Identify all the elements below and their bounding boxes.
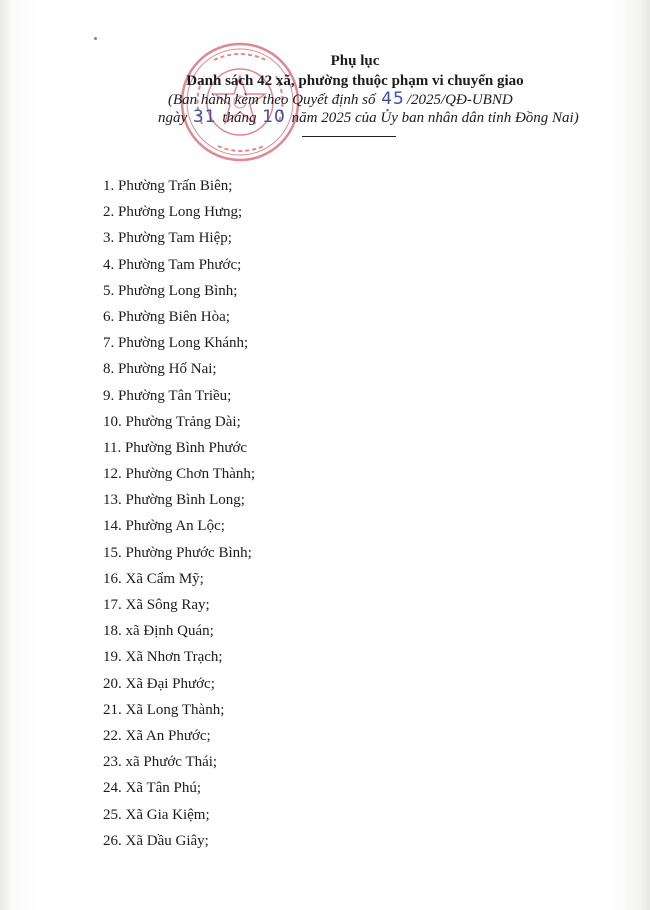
list-item: 24. Xã Tân Phú; xyxy=(103,780,202,797)
list-item: 26. Xã Dầu Giây; xyxy=(103,832,209,849)
list-item: 10. Phường Trảng Dài; xyxy=(103,413,241,430)
list-item: 20. Xã Đại Phước; xyxy=(103,675,215,692)
list-item: 3. Phường Tam Hiệp; xyxy=(103,230,232,247)
decree-line-1 xyxy=(168,89,513,109)
commune-ward-list xyxy=(103,173,255,854)
list-item: 6. Phường Biên Hòa; xyxy=(103,308,230,325)
page-subtitle: Danh sách 42 xã, phường thuộc phạm vi chuyển giao xyxy=(186,73,524,89)
list-item: 1. Phường Trấn Biên; xyxy=(103,178,233,194)
list-item: 19. Xã Nhơn Trạch; xyxy=(103,649,223,666)
list-item: 21. Xã Long Thành; xyxy=(103,701,225,718)
list-item: 17. Xã Sông Ray; xyxy=(103,597,210,613)
list-item: 4. Phường Tam Phước; xyxy=(103,256,242,273)
handwritten-decree-number: 45 xyxy=(381,89,405,109)
list-item: 16. Xã Cẩm Mỹ; xyxy=(103,570,204,587)
list-item: 18. xã Định Quán; xyxy=(103,623,214,640)
list-item: 13. Phường Bình Long; xyxy=(103,492,245,509)
decree-line-2-suffix: năm 2025 của Ủy ban nhân dân tỉnh Đồng Nai) xyxy=(291,110,579,126)
handwritten-month: 10 xyxy=(262,107,286,127)
list-item: 11. Phường Bình Phước xyxy=(103,439,248,456)
page-title: Phụ lục xyxy=(330,53,380,69)
list-item: 9. Phường Tân Triều; xyxy=(103,387,232,404)
list-item: 23. xã Phước Thái; xyxy=(103,754,218,771)
list-item: 7. Phường Long Khánh; xyxy=(103,335,249,352)
title-underline-divider xyxy=(302,136,396,137)
list-item: 25. Xã Gia Kiệm; xyxy=(103,806,210,823)
list-item: 8. Phường Hố Nai; xyxy=(103,361,217,378)
list-item: 5. Phường Long Bình; xyxy=(103,282,238,299)
speck xyxy=(94,37,97,40)
list-item: 2. Phường Long Hưng; xyxy=(103,204,243,221)
list-item: 22. Xã An Phước; xyxy=(103,727,211,744)
handwritten-day: 31 xyxy=(192,107,217,127)
decree-line-2-prefix: ngày xyxy=(158,110,188,126)
decree-line-1-suffix: /2025/QĐ-UBND xyxy=(406,92,513,108)
decree-line-2 xyxy=(158,107,579,127)
list-item: 15. Phường Phước Bình; xyxy=(103,544,252,561)
list-item: 14. Phường An Lộc; xyxy=(103,518,225,535)
decree-line-2-mid: tháng xyxy=(222,110,257,126)
list-item: 12. Phường Chơn Thành; xyxy=(103,466,256,483)
decree-line-1-prefix: (Ban hành kèm theo Quyết định số xyxy=(168,92,376,108)
